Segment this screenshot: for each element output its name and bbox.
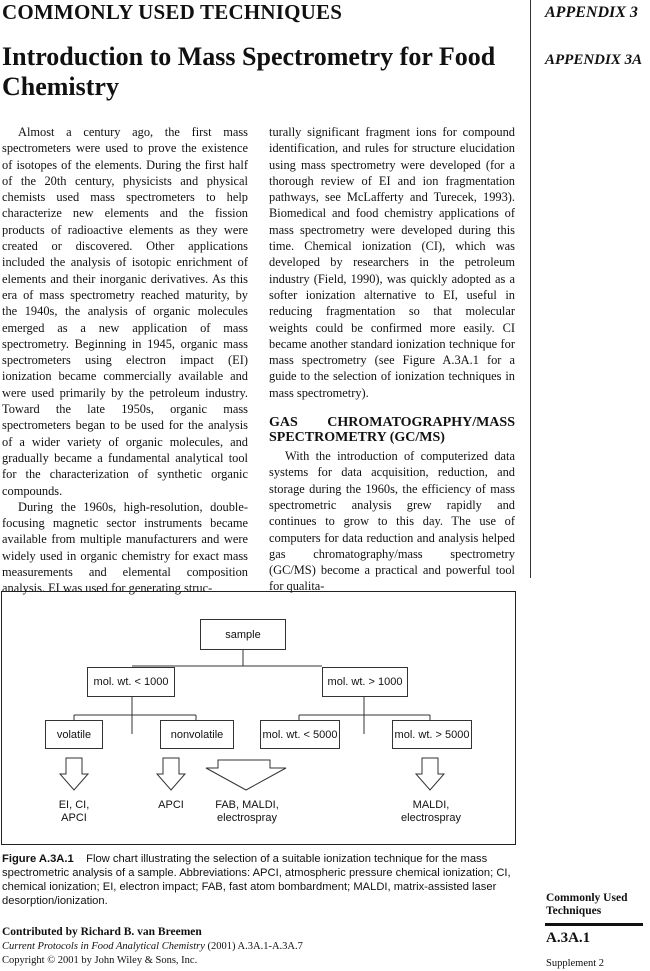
paragraph: During the 1960s, high-resolution, double-focusing magnetic sector instruments became available from multiple manufacturers and were widely used in organic chemistry for exact mass measurements and elemental composition analysis. EI was used for generating struc- [2,499,248,596]
sidebar-rule [545,923,643,926]
caption-text: Flow chart illustrating the selection of a suitable ionization technique for the mass spectrometric analysis of a sample. Abbreviations: APCI, atmospheric pressure chemical ionization; CI, chemical ionization; EI, electron impact; FAB, fast atom bombardment; MALDI, matrix-assisted laser desorption/ionization. [2,853,511,907]
header-divider [530,0,531,578]
figure-flowchart [1,591,516,845]
body-column-right [269,124,515,595]
node-mol-wt-lt-1000: mol. wt. < 1000 [87,667,175,697]
output-nonvolatile-techniques: APCI [158,799,184,811]
output-high-mw-techniques: MALDI, electrospray [401,799,461,824]
node-sample: sample [200,619,286,650]
output-volatile-techniques: EI, CI, APCI [58,799,90,824]
caption-label: Figure A.3A.1 [2,853,74,865]
output-mid-techniques: FAB, MALDI, electrospray [215,799,279,824]
running-header-appendix: APPENDIX 3 [545,4,638,21]
paragraph: turally significant fragment ions for compound identification, and rules for structure elucidation using mass spectrometry were developed (for a thorough review of EI and ion fragmentation pathways, see McLafferty and Turecek, 1993). Biomedical and food chemistry applications of mass spectrometry were developed during this time. Chemical ionization (CI), which was developed by researchers in the petroleum industry (Field, 1990), was quickly adopted as a softer ionization alternative to EI, useful in reducing fragmentation so that molecular weights could be confirmed more easily. CI became another standard ionization technique for mass spectrometry (see Figure A.3A.1 for a guide to the selection of ionization techniques in mass spectrometry). [269,125,515,400]
sidebar-section-title: Commonly Used Techniques [546,892,628,917]
paragraph: Almost a century ago, the first mass spectrometers were used to prove the existence of isotopes of the elements. During the first half of the 20th century, physicists and physical chemists used mass spectrometers to help characterize new elements and the fission products of radioactive elements as they were created or discovered. Other applications included the analysis of isotopic enrichment of elements and their inorganic derivatives. As this era of mass spectrometry reached maturity, by the 1940s, the analysis of organic molecules emerged as a new application of mass spectrometry. Beginning in 1945, organic mass spectrometers using electron impact (EI) ionization became commercially available and were used primarily by the petroleum industry. Toward the late 1950s, organic mass spectrometers began to be used for the analysis of a wider variety of organic molecules, and gradually became a fundamental analytical tool for the characterization of synthetic organic compounds. [2,125,248,498]
page-number: A.3A.1 [546,930,591,946]
paragraph: With the introduction of computerized data systems for data acquisition, reduction, and storage during the 1960s, the efficiency of mass spectrometric analysis grew rapidly and continues to grow to this day. The use of computers for data reduction and analysis helped gas chromatography/mass spectrometry (GC/MS) become a practical and powerful tool for qualita- [269,449,515,594]
running-header-section: COMMONLY USED TECHNIQUES [2,0,343,24]
node-nonvolatile: nonvolatile [160,720,234,749]
copyright-line: Copyright © 2001 by John Wiley & Sons, Inc. [2,955,198,966]
arrow-down-icon [60,758,88,790]
node-mol-wt-gt-5000: mol. wt. > 5000 [392,720,472,749]
figure-caption [2,852,516,908]
citation-journal: Current Protocols in Food Analytical Chemistry [2,941,205,952]
node-mol-wt-lt-5000: mol. wt. < 5000 [260,720,340,749]
arrow-down-icon [157,758,185,790]
section-heading: GAS CHROMATOGRAPHY/MASS SPECTROMETRY (GC/MS) [269,415,515,446]
running-header-subappendix: APPENDIX 3A [545,52,643,68]
contributor-line: Contributed by Richard B. van Breemen [2,926,202,938]
arrow-down-icon [416,758,444,790]
supplement-label: Supplement 2 [546,958,605,969]
body-column-left [2,124,248,597]
node-mol-wt-gt-1000: mol. wt. > 1000 [322,667,408,697]
article-title: Introduction to Mass Spectrometry for Food Chemistry [2,42,496,101]
node-volatile: volatile [45,720,103,749]
arrow-down-icon [206,760,286,790]
citation-line [2,941,303,952]
citation-details: (2001) A.3A.1-A.3A.7 [204,941,303,952]
